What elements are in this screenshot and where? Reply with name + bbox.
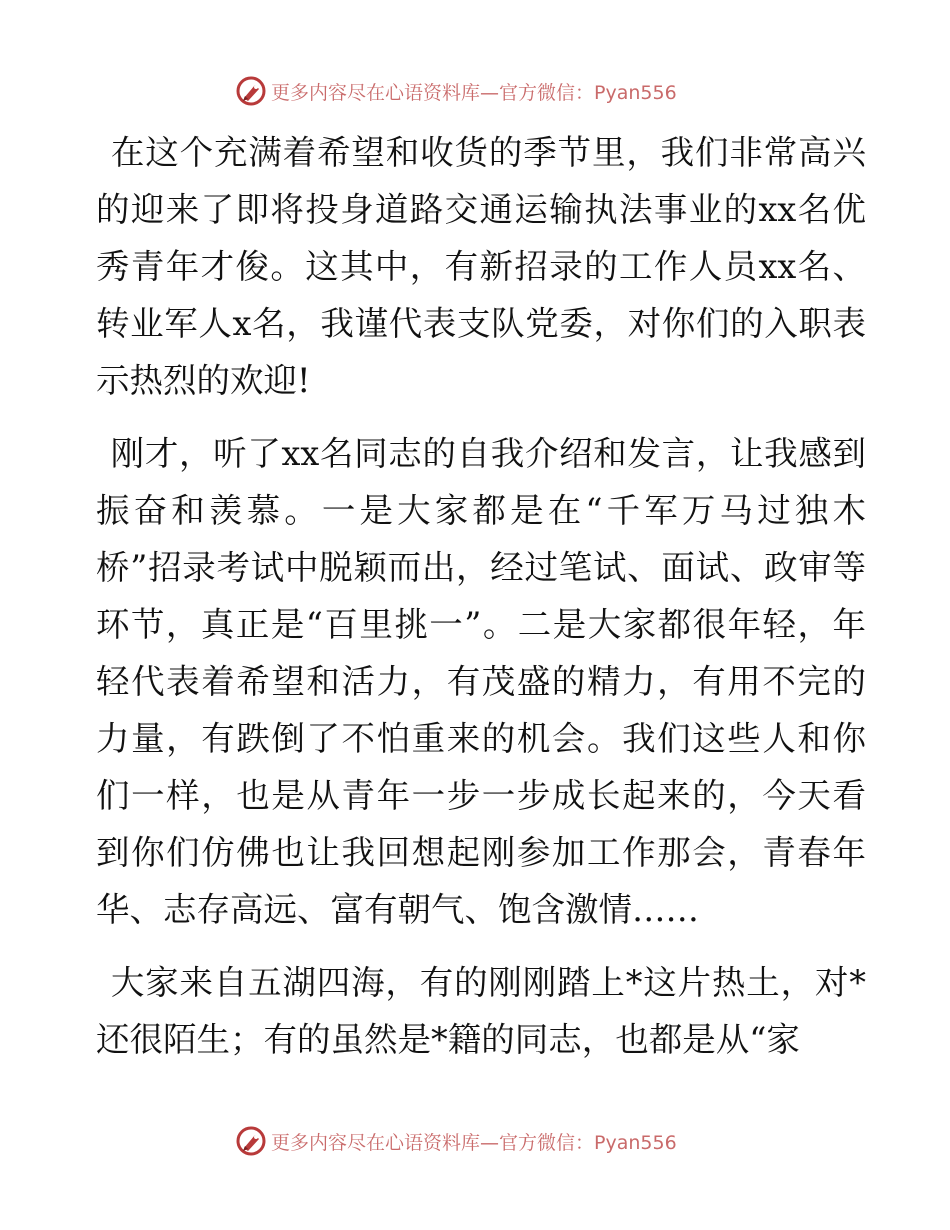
document-body — [96, 124, 866, 1068]
paragraph-1 — [96, 124, 866, 409]
footer-watermark — [235, 1124, 677, 1158]
paragraph-2-text: 刚才，听了xx名同志的自我介绍和发言，让我感到振奋和羡慕。一是大家都是在“千军万马过独木桥”招录考试中脱颖而出，经过笔试、面试、政审等环节，真正是“百里挑一”。二是大家都很年轻，年轻代表着希望和活力，有茂盛的精力，有用不完的力量，有跌倒了不怕重来的机会。我们这些人和你们一样，也是从青年一步一步成长起来的，今天看到你们仿佛也让我回想起刚参加工作那会，青春年华、志存高远、富有朝气、饱含激情…… — [96, 434, 866, 929]
pen-nib-logo-icon — [235, 75, 267, 107]
header-watermark — [235, 74, 677, 108]
pen-nib-logo-icon — [235, 1125, 267, 1157]
watermark-text: 更多内容尽在心语资料库—官方微信：Pyan556 — [271, 1131, 677, 1154]
paragraph-3-text: 大家来自五湖四海，有的刚刚踏上*这片热土，对*还很陌生；有的虽然是*籍的同志，也都是从“家 — [96, 963, 866, 1059]
watermark-text: 更多内容尽在心语资料库—官方微信：Pyan556 — [271, 81, 677, 104]
paragraph-1-text: 在这个充满着希望和收货的季节里，我们非常高兴的迎来了即将投身道路交通运输执法事业的xx名优秀青年才俊。这其中，有新招录的工作人员xx名、转业军人x名，我谨代表支队党委，对你们的入职表示热烈的欢迎! — [96, 133, 866, 400]
paragraph-2 — [96, 425, 866, 938]
paragraph-3 — [96, 954, 866, 1068]
